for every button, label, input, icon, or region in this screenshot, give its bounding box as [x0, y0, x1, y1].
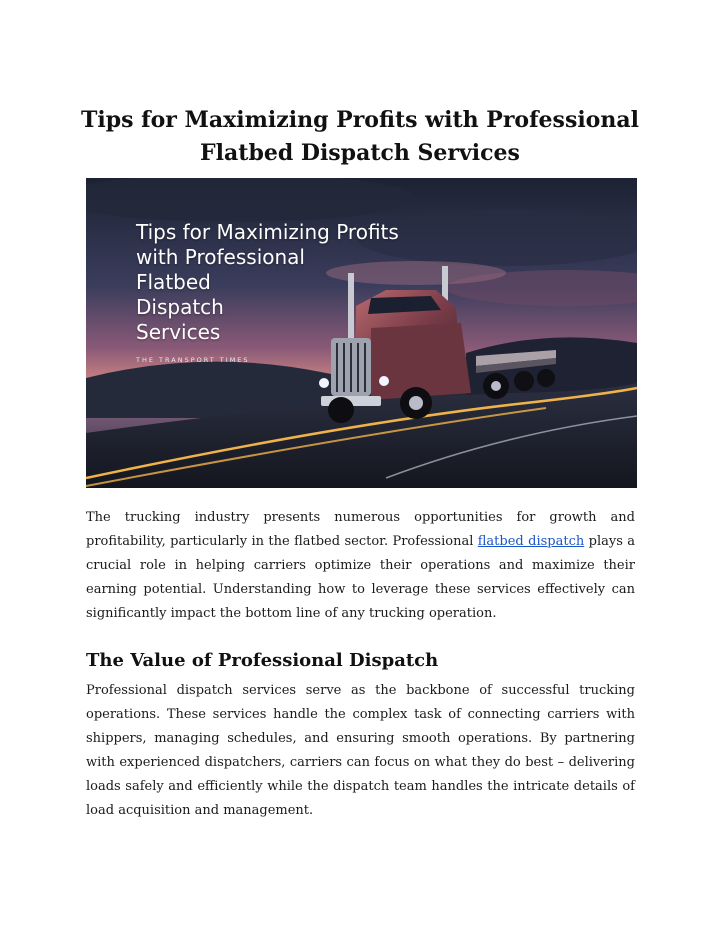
section-heading: The Value of Professional Dispatch — [86, 650, 439, 671]
intro-text-before-link: The trucking industry presents numerous opportunities for growth and profitability, particularly in the flatbed sector. Professional — [86, 510, 635, 549]
hero-title-line: Flatbed — [136, 270, 211, 294]
hero-title-line: with Professional — [136, 245, 305, 269]
hero-title-line: Tips for Maximizing Profits — [136, 220, 399, 244]
hero-title-line: Services — [136, 320, 221, 344]
section-paragraph: Professional dispatch services serve as the backbone of successful trucking operations. These services handle the complex task of connecting carriers with shippers, managing schedules, and ensuring smooth operations. By partnering with experienced dispatchers, carriers can focus on what they do best – delivering loads safely and efficiently while the dispatch team handles the intricate details of load acquisition and management. — [86, 683, 635, 818]
flatbed-dispatch-link[interactable]: flatbed dispatch — [477, 534, 585, 549]
hero-brand-label: THE TRANSPORT TIMES — [136, 356, 250, 364]
hero-overlay-title — [136, 220, 436, 345]
hero-title-line: Dispatch — [136, 295, 224, 319]
hero-image — [86, 178, 637, 488]
intro-paragraph — [86, 506, 635, 626]
intro-text-after-link: plays a crucial role in helping carriers optimize their operations and maximize their earning potential. Understanding how to leverage these services effectively can significantly impact the bottom line of any trucking operation. — [86, 534, 636, 621]
page-title: Tips for Maximizing Profits with Professional Flatbed Dispatch Services — [81, 107, 639, 166]
